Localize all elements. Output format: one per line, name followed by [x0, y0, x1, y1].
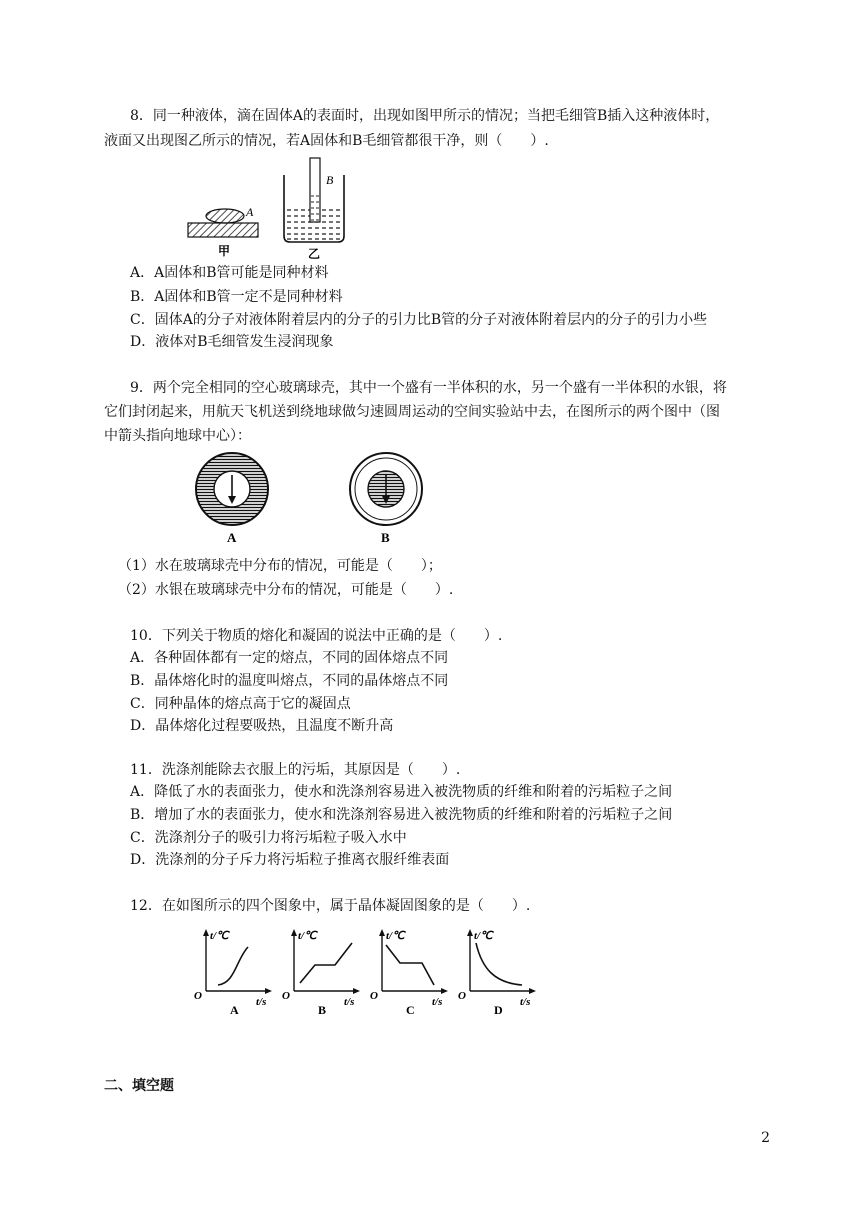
q9-label-b: B — [381, 530, 390, 545]
q8-option-b: B．A固体和B管一定不是同种材料 — [130, 289, 343, 305]
q11-option-c: C．洗涤剂分子的吸引力将污垢粒子吸入水中 — [130, 830, 407, 846]
section-heading: 二、填空题 — [104, 1078, 174, 1094]
q8-figure — [180, 150, 380, 265]
q12-label-c: C — [406, 1003, 415, 1017]
q9-stem-line1: 9．两个完全相同的空心玻璃球壳，其中一个盛有一半体积的水，另一个盛有一半体积的水银，将 — [130, 380, 727, 396]
q12-ylabel-d: t/℃ — [474, 930, 493, 942]
q12-origin-c: O — [370, 990, 378, 1002]
q8-label-a: A — [246, 205, 254, 219]
q12-xlabel-d: t/s — [520, 996, 531, 1008]
q12-graph-a — [194, 929, 272, 1017]
q8-stem-line1: 8．同一种液体，滴在固体A的表面时，出现如图甲所示的情况；当把毛细管B插入这种液体时， — [130, 108, 720, 124]
q10-stem: 10．下列关于物质的熔化和凝固的说法中正确的是（ ）. — [130, 628, 503, 644]
q12-label-d: D — [494, 1003, 503, 1017]
q12-origin-a: O — [194, 990, 202, 1002]
q8-label-b: B — [326, 173, 334, 187]
q8-label-yi: 乙 — [308, 247, 321, 261]
q8-label-jia: 甲 — [218, 244, 231, 258]
q11-option-a: A．降低了水的表面张力，使水和洗涤剂容易进入被洗物质的纤维和附着的污垢粒子之间 — [130, 784, 673, 800]
q8-option-a: A．A固体和B管可能是同种材料 — [130, 265, 329, 281]
q10-option-c: C．同种晶体的熔点高于它的凝固点 — [130, 696, 351, 712]
page-number: 2 — [761, 1130, 770, 1146]
q8-solid-plate — [188, 223, 258, 237]
q12-curve-d — [476, 943, 522, 985]
q12-stem: 12．在如图所示的四个图象中，属于晶体凝固图象的是（ ）. — [130, 898, 531, 914]
q12-curve-c — [386, 945, 434, 985]
q10-option-b: B．晶体熔化时的温度叫熔点，不同的晶体熔点不同 — [130, 673, 449, 689]
q12-xlabel-c: t/s — [432, 996, 443, 1008]
q9-sub-1: （1）水在玻璃球壳中分布的情况，可能是（ ）； — [118, 558, 442, 574]
q11-option-b: B．增加了水的表面张力，使水和洗涤剂容易进入被洗物质的纤维和附着的污垢粒子之间 — [130, 807, 673, 823]
q12-ylabel-c: t/℃ — [386, 930, 405, 942]
q12-label-a: A — [230, 1003, 239, 1017]
q11-stem: 11．洗涤剂能除去衣服上的污垢，其原因是（ ）. — [130, 762, 461, 778]
q11-option-d: D．洗涤剂的分子斥力将污垢粒子推离衣服纤维表面 — [130, 852, 450, 868]
q12-xlabel-b: t/s — [344, 996, 355, 1008]
q8-stem-line2: 液面又出现图乙所示的情况，若A固体和B毛细管都很干净，则（ ）. — [104, 133, 549, 149]
q12-graph-d — [458, 929, 536, 1017]
q12-curve-a — [218, 947, 248, 985]
q9-stem-line2: 它们封闭起来，用航天飞机送到绕地球做匀速圆周运动的空间实验站中去，在图所示的两个图中（图 — [104, 404, 720, 420]
q8-capillary — [310, 158, 320, 222]
q10-option-a: A．各种固体都有一定的熔点，不同的固体熔点不同 — [130, 650, 449, 666]
q12-xlabel-a: t/s — [256, 996, 267, 1008]
q12-figure — [190, 925, 550, 1025]
q9-figure — [190, 452, 430, 547]
q12-origin-d: O — [458, 990, 466, 1002]
q12-ylabel-a: t/℃ — [210, 930, 229, 942]
q12-origin-b: O — [282, 990, 290, 1002]
q12-label-b: B — [318, 1003, 327, 1017]
q8-option-d: D．液体对B毛细管发生浸润现象 — [130, 334, 334, 350]
q9-stem-line3: 中箭头指向地球中心）： — [104, 428, 251, 444]
q12-ylabel-b: t/℃ — [298, 930, 317, 942]
q8-option-c: C．固体A的分子对液体附着层内的分子的引力比B管的分子对液体附着层内的分子的引力小些 — [130, 312, 708, 328]
q9-label-a: A — [227, 530, 237, 545]
q12-graph-b — [282, 929, 360, 1017]
q9-sub-2: （2）水银在玻璃球壳中分布的情况，可能是（ ）. — [118, 582, 454, 598]
q12-graph-c — [370, 929, 448, 1017]
q12-curve-b — [300, 943, 352, 983]
q10-option-d: D．晶体熔化过程要吸热，且温度不断升高 — [130, 718, 394, 734]
q8-droplet — [206, 209, 244, 223]
